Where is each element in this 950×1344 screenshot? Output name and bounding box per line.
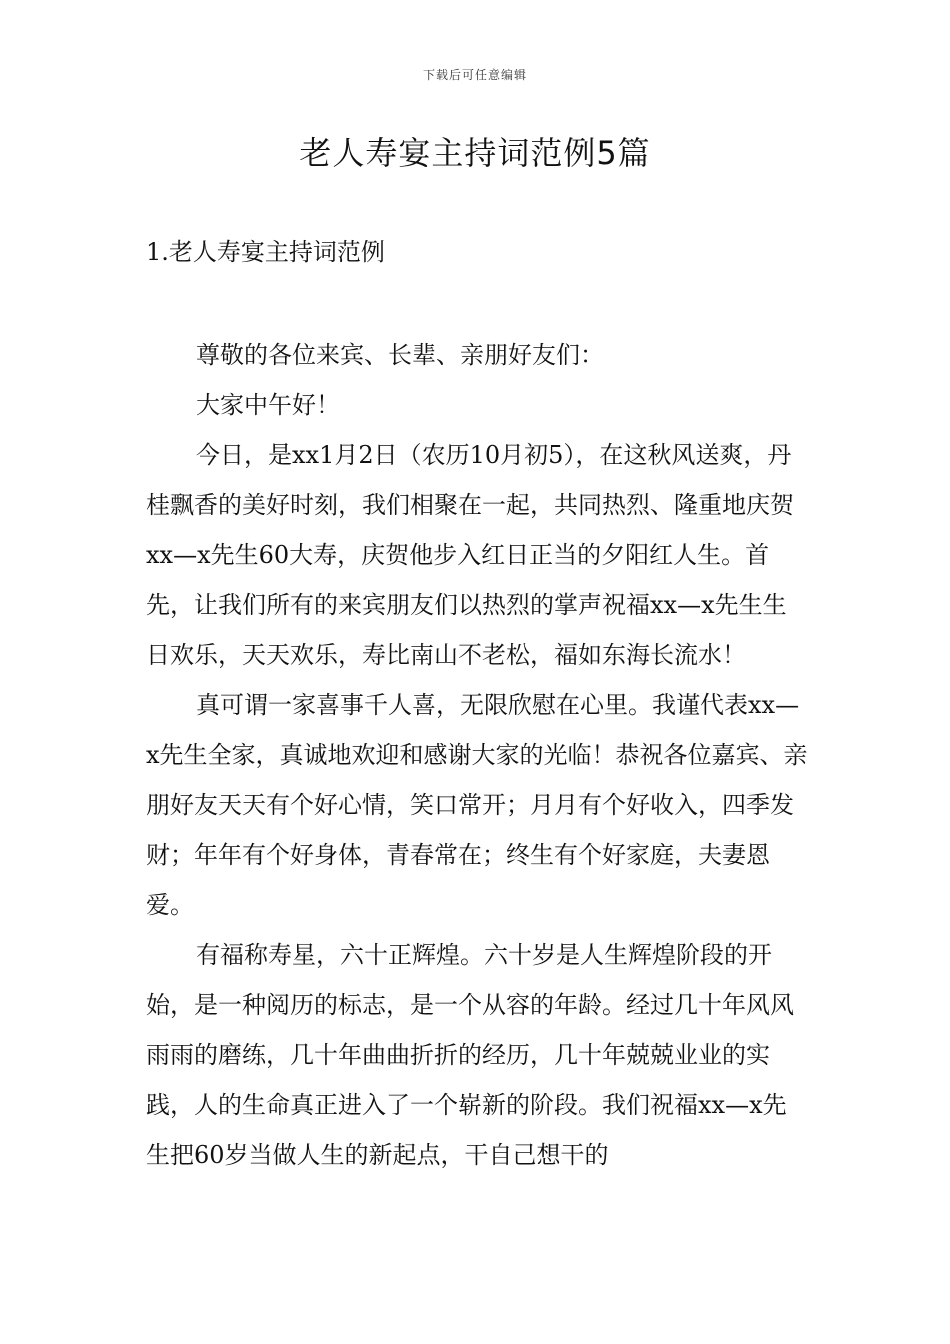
paragraph-salutation: 尊敬的各位来宾、长辈、亲朋好友们： [196, 341, 604, 369]
paragraph-opening: 今日，是xx1月2日（农历10月初5），在这秋风送爽，丹桂飘香的美好时刻，我们相聚在一起，共同热烈、隆重地庆贺xx—x先生60大寿，庆贺他步入红日正当的夕阳红人生。首先，让我们所有的来宾朋友们以热烈的掌声祝福xx—x先生生日欢乐，天天欢乐，寿比南山不老松，福如东海长流水！ [146, 441, 794, 669]
paragraph-blessing: 有福称寿星，六十正辉煌。六十岁是人生辉煌阶段的开始，是一种阅历的标志，是一个从容的年龄。经过几十年风风雨雨的磨练，几十年曲曲折折的经历，几十年兢兢业业的实践，人的生命真正进入了一个崭新的阶段。我们祝福xx—x先生把60岁当做人生的新起点，干自己想干的 [146, 941, 794, 1169]
header-note: 下载后可任意编辑 [422, 68, 527, 82]
paragraph-thanks: 真可谓一家喜事千人喜，无限欣慰在心里。我谨代表xx—x先生全家，真诚地欢迎和感谢大家的光临！恭祝各位嘉宾、亲朋好友天天有个好心情，笑口常开；月月有个好收入，四季发财；年年有个好身体，青春常在；终生有个好家庭，夫妻恩爱。 [146, 691, 808, 919]
document-title: 老人寿宴主持词范例5篇 [299, 134, 651, 172]
section-heading: 1.老人寿宴主持词范例 [146, 238, 385, 266]
body-text [146, 330, 810, 1180]
paragraph-greeting: 大家中午好！ [196, 391, 340, 419]
